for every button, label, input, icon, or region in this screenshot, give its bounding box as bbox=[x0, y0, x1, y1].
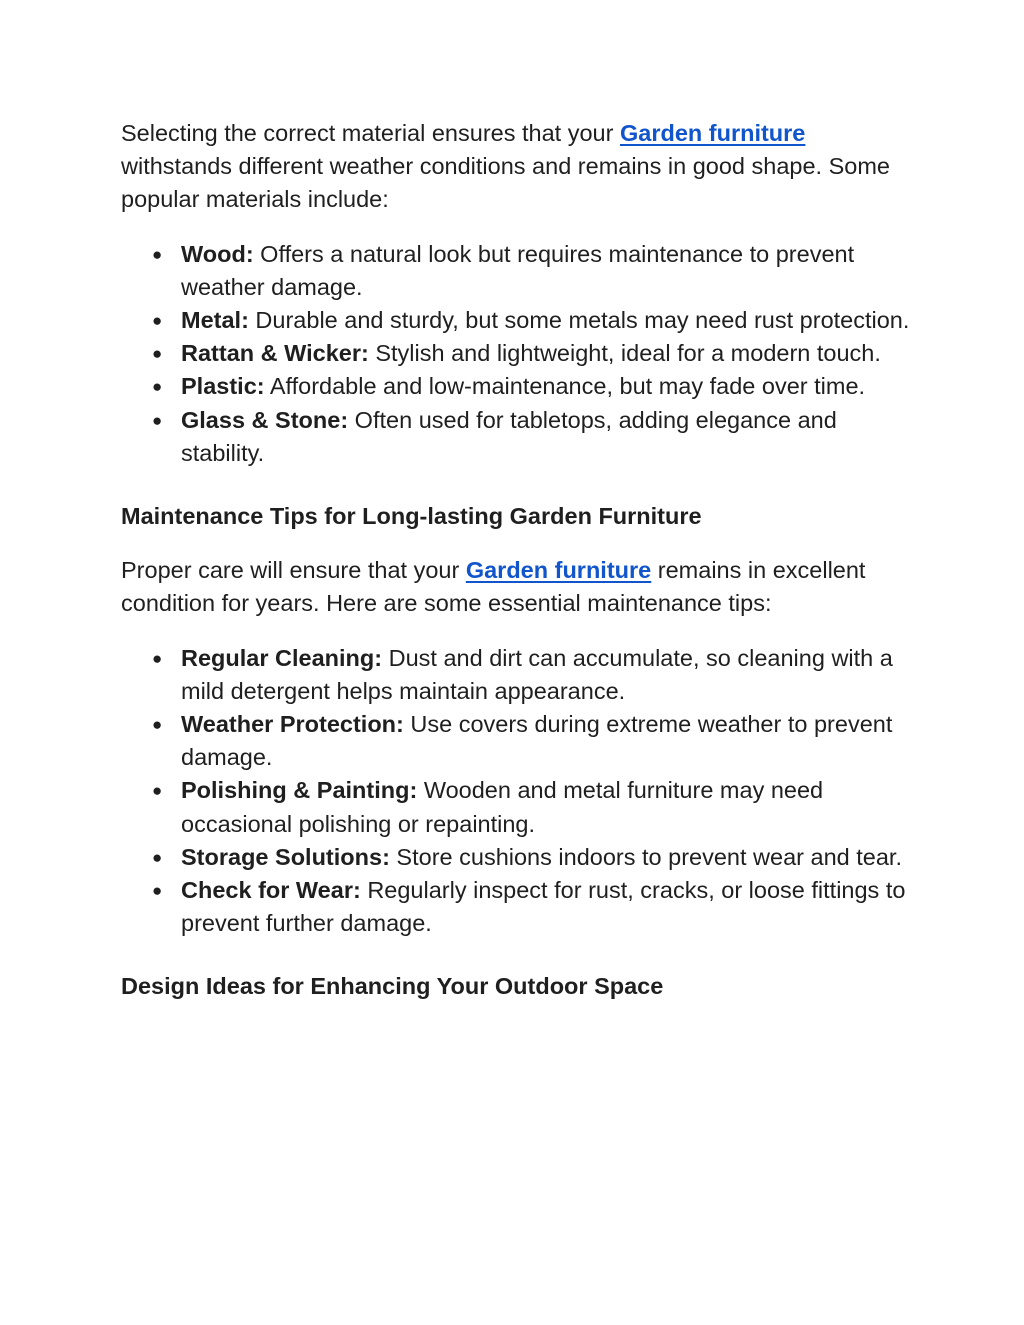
maintenance-intro-paragraph bbox=[121, 554, 911, 620]
material-desc: Often used for tabletops, adding elegance and stability. bbox=[181, 406, 837, 466]
tip-desc: Use covers during extreme weather to prevent damage. bbox=[181, 711, 893, 771]
tip-term: Check for Wear: bbox=[181, 877, 361, 904]
material-term: Wood: bbox=[181, 240, 254, 267]
list-item bbox=[121, 708, 911, 774]
material-desc: Stylish and lightweight, ideal for a modern touch. bbox=[368, 340, 881, 367]
materials-intro-paragraph bbox=[121, 117, 911, 217]
tip-desc: Regularly inspect for rust, cracks, or loose fittings to prevent further damage. bbox=[181, 877, 906, 937]
list-item bbox=[121, 774, 911, 840]
bullet-icon: ● bbox=[152, 881, 163, 901]
tip-term: Polishing & Painting: bbox=[181, 777, 418, 804]
material-desc: Affordable and low-maintenance, but may fade over time. bbox=[264, 373, 866, 400]
document-page bbox=[121, 117, 911, 1004]
design-ideas-heading: Design Ideas for Enhancing Your Outdoor Space bbox=[121, 973, 664, 1000]
bullet-icon: ● bbox=[152, 377, 163, 397]
garden-furniture-link-2[interactable]: Garden furniture bbox=[465, 557, 652, 584]
list-item bbox=[121, 337, 911, 370]
material-term: Metal: bbox=[181, 307, 249, 334]
bullet-icon: ● bbox=[152, 847, 163, 867]
tip-desc: Wooden and metal furniture may need occasional polishing or repainting. bbox=[181, 777, 824, 837]
bullet-icon: ● bbox=[152, 344, 163, 364]
materials-list bbox=[121, 238, 911, 470]
tip-desc: Store cushions indoors to prevent wear and tear. bbox=[389, 843, 902, 870]
bullet-icon: ● bbox=[152, 648, 163, 668]
list-item bbox=[121, 370, 911, 403]
bullet-icon: ● bbox=[152, 715, 163, 735]
material-desc: Offers a natural look but requires maintenance to prevent weather damage. bbox=[181, 240, 855, 300]
maintenance-intro-text-start: Proper care will ensure that your bbox=[121, 557, 466, 584]
material-term: Glass & Stone: bbox=[181, 406, 349, 433]
material-term: Rattan & Wicker: bbox=[181, 340, 369, 367]
bullet-icon: ● bbox=[152, 410, 163, 430]
tip-term: Regular Cleaning: bbox=[181, 644, 383, 671]
list-item bbox=[121, 304, 911, 337]
maintenance-tips-list bbox=[121, 642, 911, 941]
list-item bbox=[121, 238, 911, 304]
tip-term: Storage Solutions: bbox=[181, 843, 390, 870]
material-term: Plastic: bbox=[181, 373, 265, 400]
maintenance-intro-text-end: remains in excellent condition for years. Here are some essential maintenance tips: bbox=[121, 557, 866, 617]
maintenance-heading: Maintenance Tips for Long-lasting Garden Furniture bbox=[121, 503, 702, 530]
materials-intro-text-start: Selecting the correct material ensures that your bbox=[121, 120, 620, 146]
bullet-icon: ● bbox=[152, 244, 163, 264]
list-item bbox=[121, 874, 911, 940]
bullet-icon: ● bbox=[152, 781, 163, 801]
tip-desc: Dust and dirt can accumulate, so cleaning with a mild detergent helps maintain appearance. bbox=[181, 644, 893, 704]
tip-term: Weather Protection: bbox=[181, 711, 404, 738]
list-item bbox=[121, 642, 911, 708]
list-item bbox=[121, 841, 911, 874]
bullet-icon: ● bbox=[152, 311, 163, 331]
list-item bbox=[121, 404, 911, 470]
garden-furniture-link-1[interactable]: Garden furniture bbox=[619, 120, 806, 146]
materials-intro-text-end: withstands different weather conditions and remains in good shape. Some popular materials include: bbox=[121, 153, 891, 213]
material-desc: Durable and sturdy, but some metals may need rust protection. bbox=[248, 307, 910, 334]
